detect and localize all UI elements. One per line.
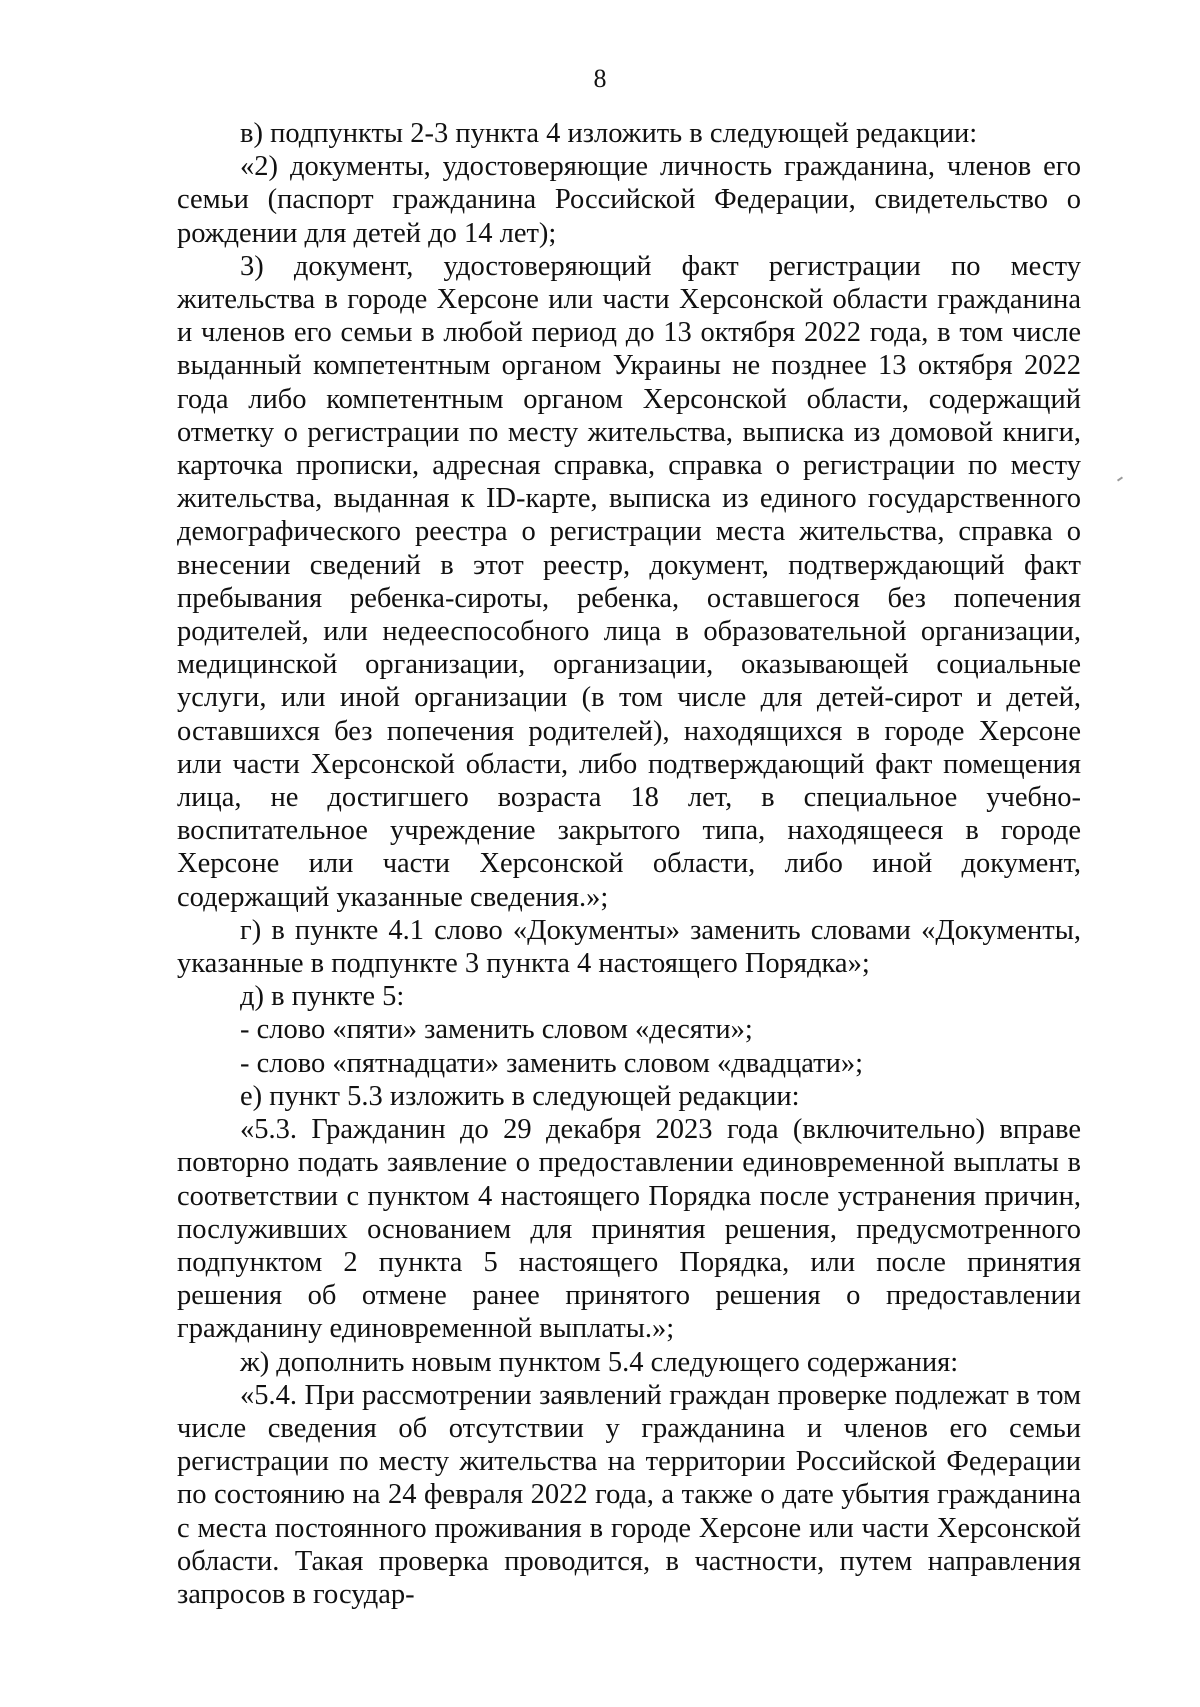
- paragraph-item-3: 3) документ, удостоверяющий факт регистрации по месту жительства в городе Херсоне или части Херсонской области гражданина и членов его семьи в любой период до 13 октября 2022 года, в том числе выданный компетентным органом Украины не позднее 13 октября 2022 года либо компетентным органом Херсонской области, содержащий отметку о регистрации по месту жительства, выписка из домовой книги, карточка прописки, адресная справка, справка о регистрации по месту жительства, выданная к ID-карте, выписка из единого государственного демографического реестра о регистрации места жительства, справка о внесении сведений в этот реестр, документ, подтверждающий факт пребывания ребенка-сироты, ребенка, оставшегося без попечения родителей, или недееспособного лица в образовательной организации, медицинской организации, организации, оказывающей социальные услуги, или иной организации (в том числе для детей-сирот и детей, оставшихся без попечения родителей), находящихся в городе Херсоне или части Херсонской области, либо подтверждающий факт помещения лица, не достигшего возраста 18 лет, в специальное учебно-воспитательное учреждение закрытого типа, находящееся в городе Херсоне или части Херсонской области, либо иной документ, содержащий указанные сведения.»;: [177, 250, 1081, 913]
- paragraph-v: в) подпункты 2-3 пункта 4 изложить в следующей редакции:: [240, 118, 978, 149]
- document-body: [177, 117, 1081, 1611]
- paragraph-5-4: «5.4. При рассмотрении заявлений граждан проверке подлежат в том числе сведения об отсутствии у гражданина и членов его семьи регистрации по месту жительства на территории Российской Федерации по состоянию на 24 февраля 2022 года, а также о дате убытия гражданина с места постоянного проживания в городе Херсоне или части Херсонской области. Такая проверка проводится, в частности, путем направления запросов в государ-: [177, 1379, 1081, 1610]
- paragraph-zh: ж) дополнить новым пунктом 5.4 следующего содержания:: [240, 1346, 959, 1378]
- paragraph-item-2: «2) документы, удостоверяющие личность гражданина, членов его семьи (паспорт гражданина Российской Федерации, свидетельство о рождении для детей до 14 лет);: [177, 151, 1081, 249]
- page-number: 8: [593, 64, 607, 93]
- paragraph-e: е) пункт 5.3 изложить в следующей редакции:: [240, 1080, 800, 1112]
- paragraph-5-3: «5.3. Гражданин до 29 декабря 2023 года (включительно) вправе повторно подать заявление о предоставлении единовременной выплаты в соответствии с пунктом 4 настоящего Порядка после устранения причин, послуживших основанием для принятия решения, предусмотренного подпунктом 2 пункта 5 настоящего Порядка, или после принятия решения об отмене ранее принятого решения о предоставлении гражданину единовременной выплаты.»;: [177, 1114, 1081, 1345]
- paragraph-g: г) в пункте 4.1 слово «Документы» заменить словами «Документы, указанные в подпункте 3 пункта 4 настоящего Порядка»;: [177, 914, 1081, 980]
- scan-speck-decoration: [1117, 476, 1123, 481]
- paragraph-d: д) в пункте 5:: [240, 981, 405, 1013]
- paragraph-dash-1: - слово «пяти» заменить словом «десяти»;: [240, 1014, 753, 1046]
- paragraph-dash-2: - слово «пятнадцати» заменить словом «двадцати»;: [240, 1047, 864, 1079]
